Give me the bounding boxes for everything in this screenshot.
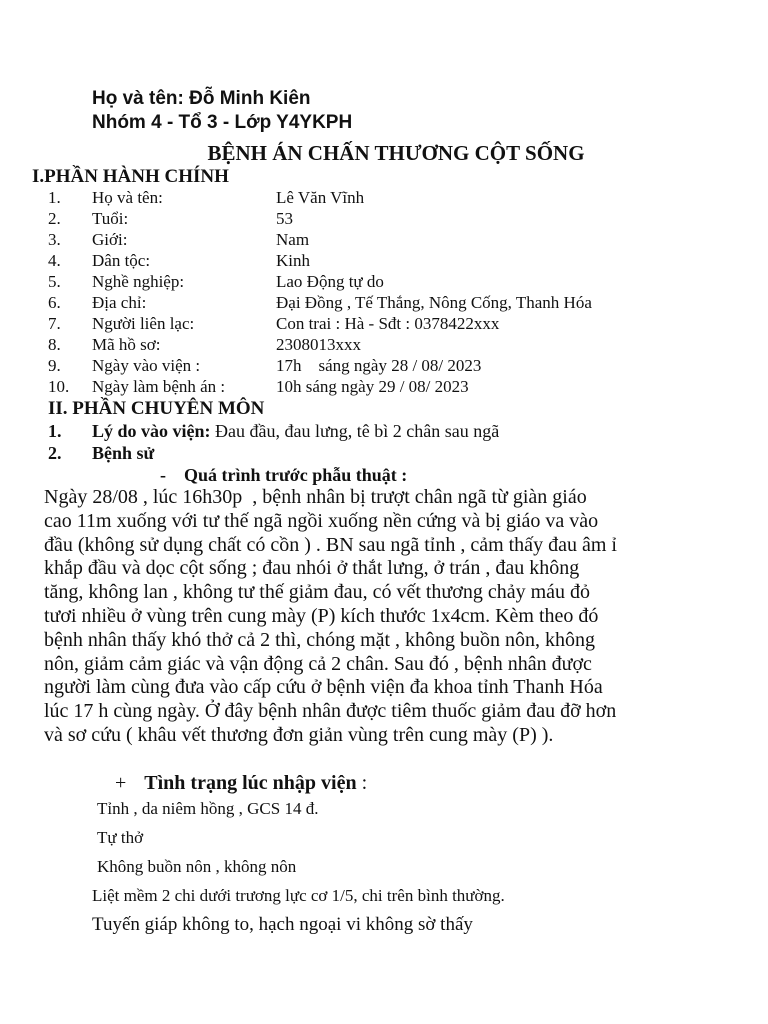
paragraph-line: nôn, giảm cảm giác và vận động cả 2 chân. Sau đó , bệnh nhân được bbox=[44, 652, 592, 675]
document-title: BỆNH ÁN CHẤN THƯƠNG CỘT SỐNG bbox=[207, 141, 585, 165]
patient-name: Lê Văn Vĩnh bbox=[276, 188, 365, 207]
paragraph-line: và sơ cứu ( khâu vết thương đơn giản vùng trên cung mày (P) ). bbox=[44, 723, 554, 746]
record-id: 2308013xxx bbox=[276, 335, 361, 354]
status-line: Liệt mềm 2 chi dưới trương lực cơ 1/5, chi trên bình thường. bbox=[92, 886, 505, 905]
admission-status-heading: + Tình trạng lúc nhập viện : bbox=[115, 772, 368, 794]
student-name: Họ và tên: Đỗ Minh Kiên bbox=[92, 88, 311, 109]
patient-contact: Con trai : Hà - Sđt : 0378422xxx bbox=[276, 314, 500, 333]
patient-address: Đại Đồng , Tế Thắng, Nông Cống, Thanh Hóa bbox=[276, 293, 592, 312]
history-paragraph bbox=[44, 486, 684, 748]
paragraph-line: bệnh nhân thấy khó thở cả 2 thì, chóng mặt , không buồn nôn, không bbox=[44, 628, 596, 651]
patient-ethnicity: Kinh bbox=[276, 251, 310, 270]
student-group: Nhóm 4 - Tổ 3 - Lớp Y4YKPH bbox=[92, 112, 353, 133]
patient-occupation: Lao Động tự do bbox=[276, 272, 384, 291]
paragraph-line: lúc 17 h cùng ngày. Ở đây bệnh nhân được tiêm thuốc giảm đau đỡ hơn bbox=[44, 700, 617, 723]
patient-gender: Nam bbox=[276, 230, 310, 249]
status-line: Tuyến giáp không to, hạch ngoại vi không sờ thấy bbox=[92, 914, 473, 935]
status-line: Tự thở bbox=[97, 828, 144, 847]
status-line: Tỉnh , da niêm hồng , GCS 14 đ. bbox=[97, 799, 319, 818]
paragraph-line: Ngày 28/08 , lúc 16h30p , bệnh nhân bị trượt chân ngã từ giàn giáo bbox=[44, 486, 587, 508]
paragraph-line: tươi nhiều ở vùng trên cung mày (P) kích thước 1x4cm. Kèm theo đó bbox=[44, 604, 599, 627]
status-line: Không buồn nôn , không nôn bbox=[97, 857, 297, 876]
section-1-heading: I.PHẦN HÀNH CHÍNH bbox=[32, 166, 229, 187]
paragraph-line: tăng, không lan , không tư thế giảm đau, có vết thương chảy máu đỏ bbox=[44, 581, 591, 604]
paragraph-line: đầu (không sử dụng chất có cồn ) . BN sau ngã tỉnh , cảm thấy đau âm ỉ bbox=[44, 533, 617, 556]
section-2-heading: II. PHẦN CHUYÊN MÔN bbox=[48, 398, 265, 419]
paragraph-line: cao 11m xuống với tư thế ngã ngồi xuống nền cứng và bị giáo va vào bbox=[44, 509, 599, 532]
admission-date: 17h sáng ngày 28 / 08/ 2023 bbox=[276, 356, 482, 375]
paragraph-line: người làm cùng đưa vào cấp cứu ở bệnh viện đa khoa tỉnh Thanh Hóa bbox=[44, 676, 603, 699]
paragraph-line: khắp đầu và dọc cột sống ; đau nhói ở thắt lưng, ở trán , đau không bbox=[44, 557, 580, 580]
record-date: 10h sáng ngày 29 / 08/ 2023 bbox=[276, 377, 469, 396]
bullet-plus: + bbox=[115, 772, 127, 794]
pre-surgery-subheading: - Quá trình trước phẫu thuật : bbox=[160, 465, 408, 485]
patient-age: 53 bbox=[276, 209, 293, 228]
